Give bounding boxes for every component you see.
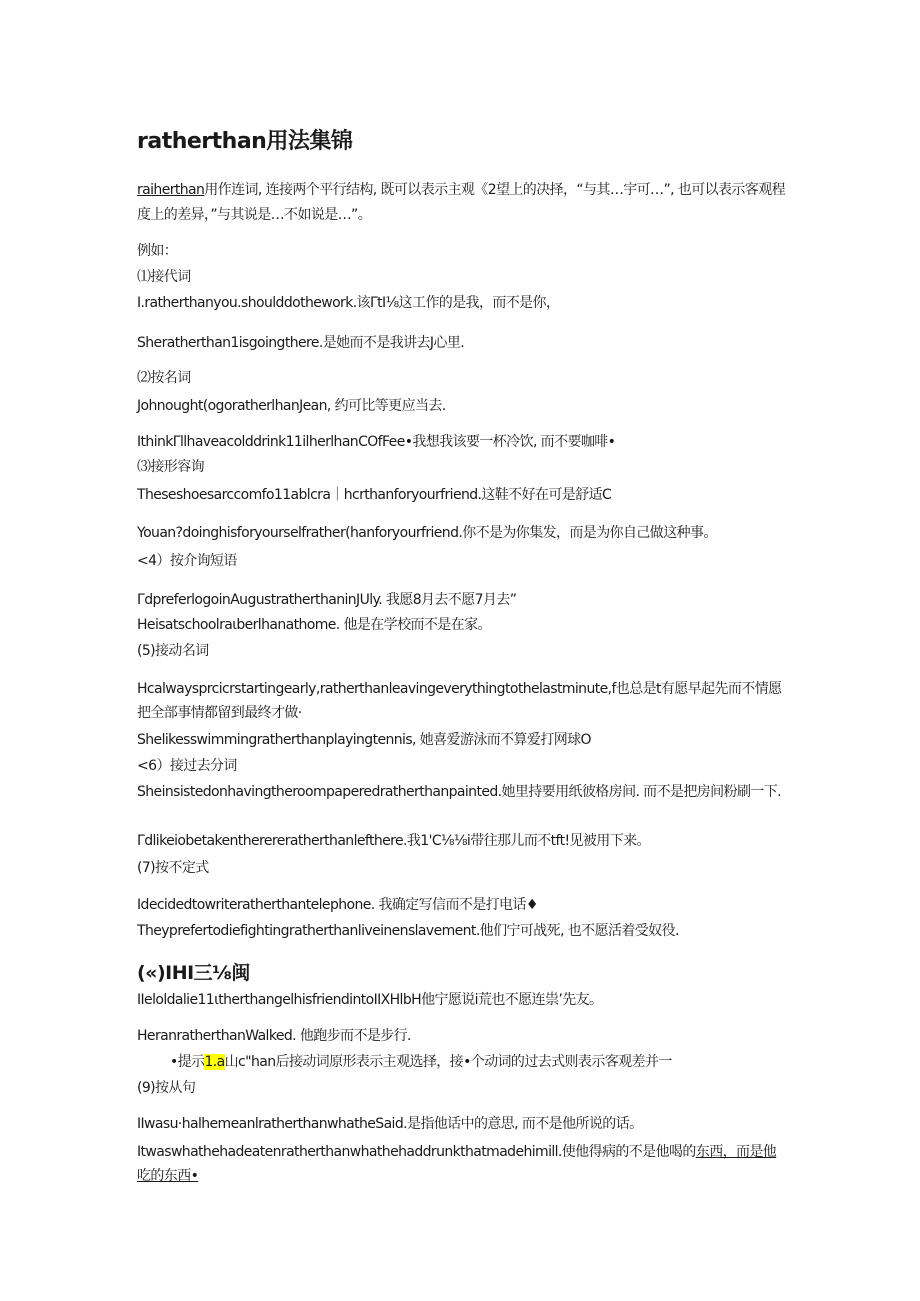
example-sentence: Idecidedtowriteratherthantelephone. 我确定写信而不是打电话♦ [137, 897, 538, 913]
section-heading-4: <4）按介询短语 [137, 553, 237, 569]
document-title: ratherthan用法集锦 [137, 129, 353, 154]
example-sentence: Youan?doinghisforyourselfrather(hanforyourfriend.你不是为你集发，而是为你自己做这种事。 [137, 525, 717, 541]
section-heading-3: ⑶接形容询 [137, 459, 204, 475]
example-sentence: Sheratherthan1isgoingthere.是她而不是我讲去J心里. [137, 335, 465, 351]
sentence-text: Itwaswhathehadeatenratherthanwhathehaddrunkthatmadehimill.使他得病的不是他喝的 [137, 1144, 696, 1160]
highlighted-text: 1.a [204, 1054, 225, 1070]
intro-text: 用作连词, 连接两个平行结构, 既可以表示主观《2望上的决择，“与其…宇可…”, 也可以表示客观程度上的差异，”与其说是…不如说是…”。 [137, 182, 786, 223]
section-heading-6: <6）接过去分词 [137, 758, 237, 774]
intro-paragraph [137, 178, 787, 228]
example-sentence: IIeloldalie11ιtherthangelhisfriendintoIIXHlbH他宁愿说i荒也不愿连祟’先友。 [137, 992, 603, 1008]
example-sentence: Johnought(ogoratherlhanJean, 约可比等更应当去. [137, 398, 446, 414]
example-sentence: IthinkΓllhaveacolddrink11ilherlhanCOfFee•我想我该要一杯冷饮, 而不要咖啡• [137, 434, 616, 450]
example-sentence: Heisatschoolraιberlhanathome. 他是在学校而不是在家。 [137, 617, 491, 633]
underlined-text: 东西，而是他 [695, 1144, 777, 1160]
example-label: 例如： [137, 243, 178, 259]
example-sentence: Sheinsistedonhavingtheroompaperedratherthanpainted.她里持要用纸彼格房间. 而不是把房间粉刷一下. [137, 784, 782, 800]
example-sentence: Theseshoesarccomfo11ablcra｜hcrthanforyourfriend.这鞋不好在可是舒适C [137, 487, 612, 503]
intro-lead-word: raiherthan [137, 182, 205, 198]
underlined-text: 吃的东西• [137, 1168, 199, 1184]
section-heading-7: (7)按不定式 [137, 860, 209, 876]
example-sentence: Shelikesswimmingratherthanplayingtennis, 她喜爱游泳而不算爱打网球O [137, 732, 591, 748]
section-heading-8: («)IHI三⅛闽 [137, 962, 250, 984]
section-heading-5: (5)接动名词 [137, 643, 209, 659]
example-sentence: ΓdpreferlogoinAugustratherthaninJUly. 我愿8月去不愿7月去” [137, 592, 517, 608]
example-sentence: IIwasu·halhemeanlratherthanwhatheSaid.是指他话中的意思, 而不是他所说的话。 [137, 1116, 643, 1132]
usage-note [170, 1052, 672, 1072]
example-sentence: I.ratherthanyou.shoulddothework.该ΓtⅠ⅛这工作的是我，而不是你， [137, 295, 560, 311]
note-text: 山c"han后接动词原形表示主观选择，接•个动词的过去式则表示客观差并一 [224, 1054, 672, 1070]
example-sentence: Theyprefertodiefightingratherthanliveinenslavement.他们宁可战死, 也不愿活着受奴役. [137, 923, 679, 939]
example-sentence: Hcalwaysprcicrstartingearly,ratherthanleavingeverythingtothelastminute,f也总是t有愿早起先而不情愿把全部事情都留到最终才做· [137, 681, 782, 721]
section-heading-9: (9)按从句 [137, 1080, 196, 1096]
note-prefix: •提示 [170, 1054, 205, 1070]
example-sentence: Γdlikeiobetakentherereratherthanlefthere.我1'C⅛⅛i带往那儿而不tft!见被用下来。 [137, 833, 650, 849]
section-heading-1: ⑴接代词 [137, 269, 191, 285]
example-sentence-last [137, 1140, 787, 1188]
section-heading-2: ⑵按名词 [137, 370, 191, 386]
example-sentence: HeranratherthanWalked. 他跑步而不是步行. [137, 1028, 411, 1044]
